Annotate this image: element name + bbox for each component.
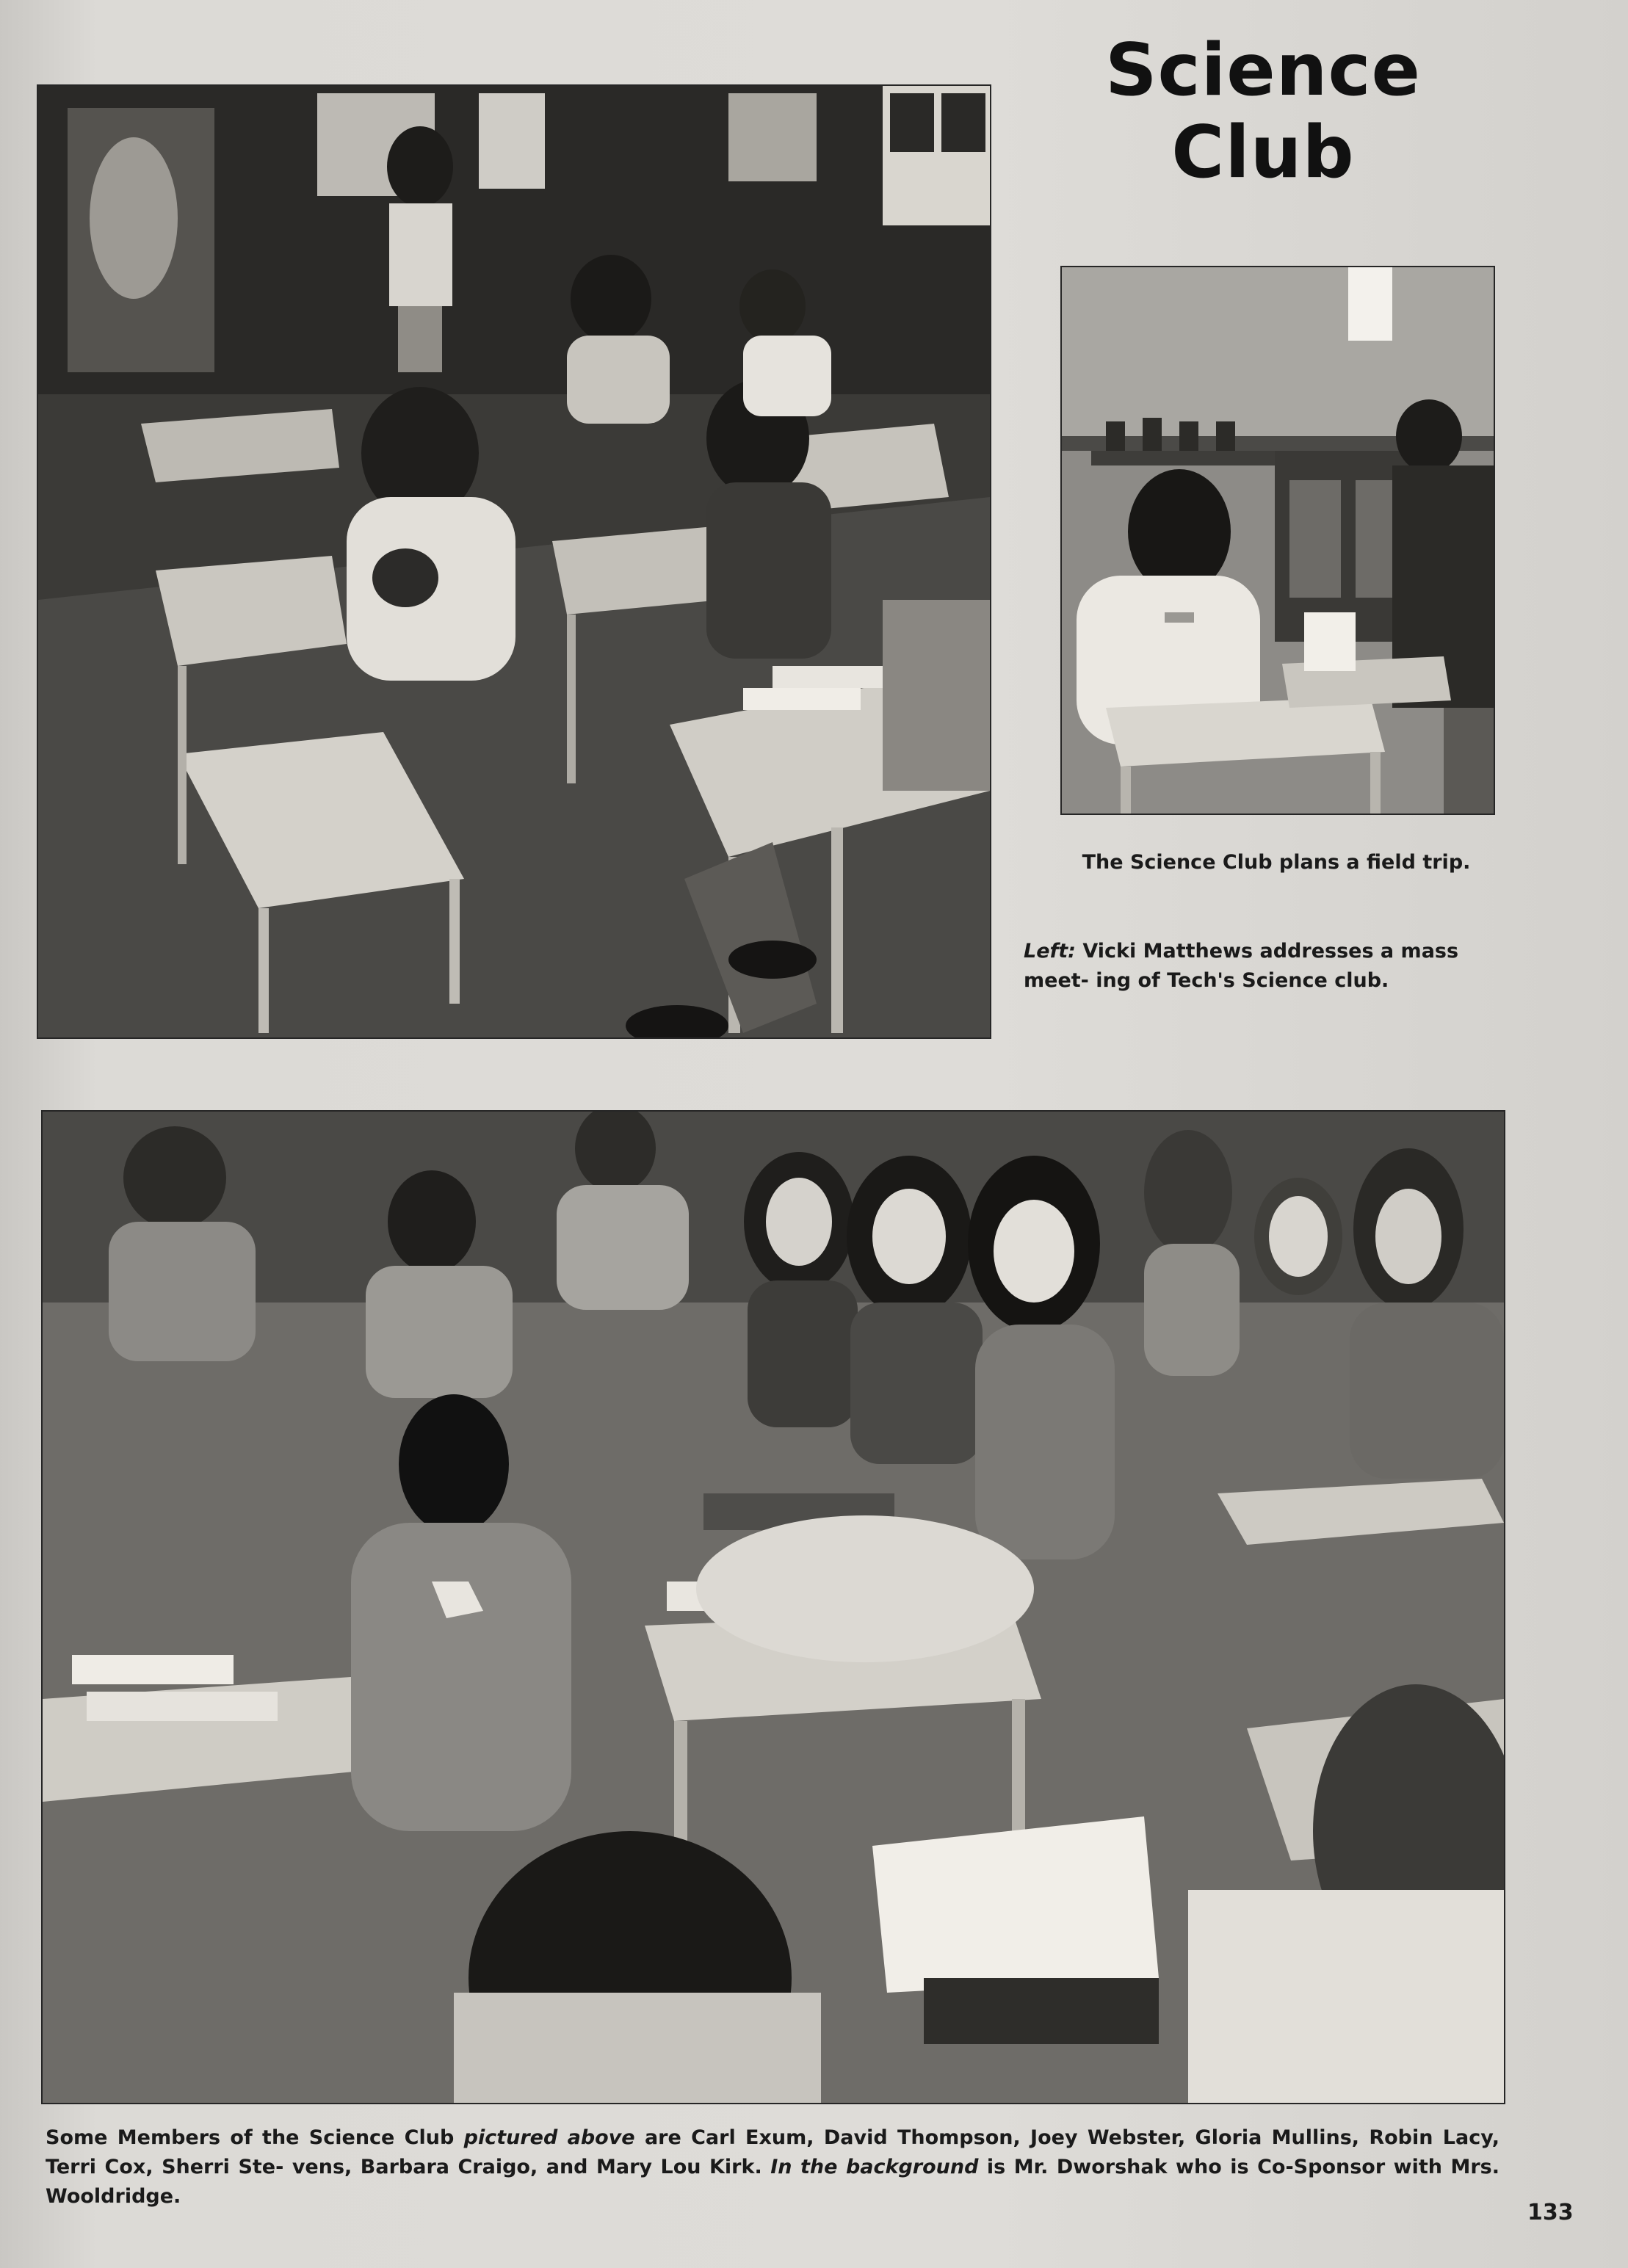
photo-student-at-desk <box>1060 266 1495 815</box>
page-title <box>1072 29 1454 194</box>
photo-classroom-meeting <box>37 84 991 1039</box>
caption-members-italic-1: pictured above <box>463 2126 635 2149</box>
title-line-1: Science <box>1104 29 1422 112</box>
photo-club-members-image <box>43 1112 1504 2103</box>
caption-left-label: Left: <box>1024 940 1076 963</box>
caption-members-part-1: Some Members of the Science Club <box>46 2126 464 2149</box>
title-line-2: Club <box>1171 111 1355 195</box>
caption-field-trip: The Science Club plans a field trip. <box>1082 851 1471 874</box>
photo-student-at-desk-image <box>1062 267 1494 814</box>
caption-club-members <box>46 2123 1499 2211</box>
caption-members-part-2: are Carl Exum, David Thompson, Joey Webster, Gloria Mullins, Robin Lacy, Terri Cox, Sherri Ste- vens, Barbara Craigo, and Mary Lou Kirk. <box>46 2126 1499 2178</box>
photo-club-members <box>41 1110 1505 2104</box>
caption-left-photo <box>1024 937 1464 996</box>
caption-members-italic-2: In the background <box>770 2156 979 2178</box>
photo-classroom-meeting-image <box>38 86 990 1037</box>
caption-left-text: Vicki Matthews addresses a mass meet- ing of Tech's Science club. <box>1024 940 1459 992</box>
page-number: 133 <box>1527 2200 1574 2225</box>
caption-members-part-3: is Mr. Dworshak who is Co-Sponsor with Mrs. Wooldridge. <box>46 2156 1499 2208</box>
